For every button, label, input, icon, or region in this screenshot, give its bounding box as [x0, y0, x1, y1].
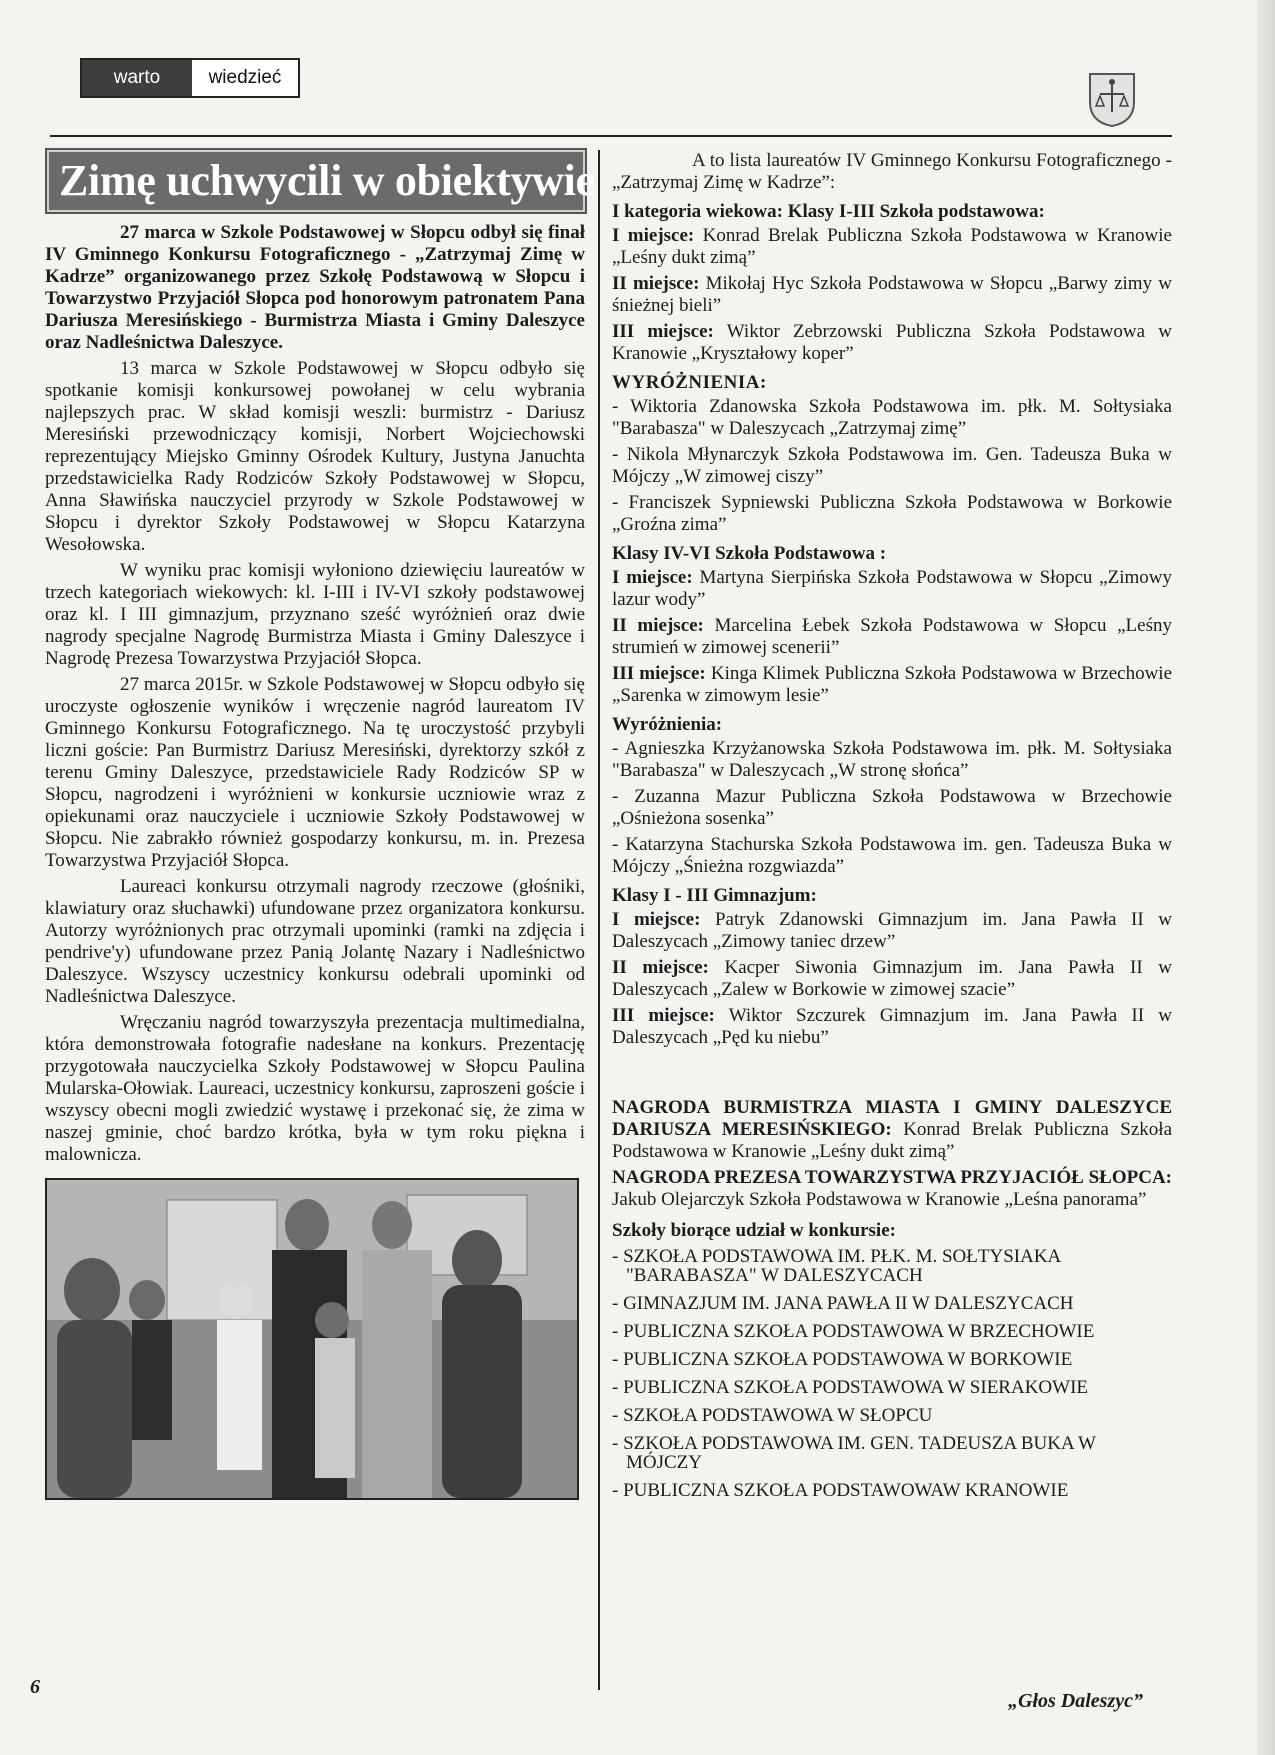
article-paragraph: 13 marca w Szkole Podstawowej w Słopcu odbyło się spotkanie komisji konkursowej powołanej w celu wybrania najlepszych prac. W skład komisji weszli: burmistrz - Dariusz Meresiński przewodniczący komisji, Norbert Wojciechowski reprezentujący Miejsko Gminny Ośrodek Kultury, Justyna Januchta przedstawicielka Rady Rodziców Szkoły Podstawowej w Słopcu, Anna Sławińska nauczyciel przyrody w Szkole Podstawowej w Słopcu i dyrektor Szkoły Podstawowej w Słopcu Katarzyna Wesołowska.: [45, 358, 585, 555]
place-label: I miejsce:: [612, 225, 695, 246]
award-ceremony-photo: [45, 1178, 579, 1500]
school-item: - GIMNAZJUM IM. JANA PAWŁA II W DALESZYCACH: [612, 1293, 1074, 1314]
schools-heading: Szkoły biorące udział w konkursie:: [612, 1220, 896, 1241]
school-item: - PUBLICZNA SZKOŁA PODSTAWOWAW KRANOWIE: [612, 1480, 1069, 1501]
coat-of-arms-icon: [1088, 72, 1136, 128]
article-paragraph: Wręczaniu nagród towarzyszyła prezentacja multimedialna, która demonstrowała fotografie nadesłane na konkurs. Prezentację przygotowała nauczycielka Szkoły Podstawowej w Słopcu Paulina Mularska-Ołowiak. Laureaci, uczestnicy konkursu, zaproszeni goście i wszyscy obecni mogli zwiedzić wystawę i przekonać się, że zima w naszej gminie, choć bardzo krótka, była w tym roku piękna i malownicza.: [45, 1012, 585, 1165]
winner-entry: [612, 567, 1172, 611]
school-item: - SZKOŁA PODSTAWOWA W SŁOPCU: [612, 1405, 933, 1426]
winner-text: Wiktor Szczurek Gimnazjum im. Jana Pawła II w Daleszycach „Pęd ku niebu”: [612, 1005, 1173, 1048]
award-text: Konrad Brelak Publiczna Szkoła Podstawowa w Kranowie „Leśny dukt zimą”: [612, 1119, 1172, 1162]
section-tag: [80, 58, 300, 98]
article-paragraph: 27 marca 2015r. w Szkole Podstawowej w Słopcu odbyło się uroczyste ogłoszenie wyników i wręczenie nagród laureatom IV Gminnego Konkursu Fotograficznego. Na tę uroczystość przybyli liczni goście: Pan Burmistrz Dariusz Meresiński, dyrektorzy szkół z terenu Gminy Daleszyce, przedstawiciele Rady Rodziców SP w Słopcu, nagrodzeni i wyróżnieni w konkursie uczniowie wraz z opiekunami oraz nauczyciele i uczniowie Szkoły Podstawowej w Słopcu. Nie zabrakło również gospodarzy konkursu, m. in. Prezesa Towarzystwa Przyjaciół Słopca.: [45, 674, 585, 871]
results-intro: A to lista laureatów IV Gminnego Konkursu Fotograficznego - „Zatrzymaj Zimę w Kadrze”:: [612, 150, 1172, 193]
header-rule: [50, 135, 1172, 137]
school-item: - SZKOŁA PODSTAWOWA IM. GEN. TADEUSZA BUKA W MÓJCZY: [612, 1433, 1096, 1473]
distinction-entry: - Wiktoria Zdanowska Szkoła Podstawowa im. płk. M. Sołtysiaka "Barabasza" w Daleszycach „Zatrzymaj zimę”: [612, 396, 1172, 439]
place-label: I miejsce:: [612, 909, 701, 930]
place-label: III miejsce:: [612, 321, 714, 342]
winner-text: Kinga Klimek Publiczna Szkoła Podstawowa w Brzechowie „Sarenka w zimowym lesie”: [612, 663, 1173, 706]
category-3-heading: Klasy I - III Gimnazjum:: [612, 885, 817, 906]
photo-illustration: [47, 1180, 577, 1498]
award-label: NAGRODA BURMISTRZA MIASTA I GMINY DALESZYCE DARIUSZA MERESIŃSKIEGO:: [612, 1097, 1172, 1140]
category-2-distinctions-heading: Wyróżnienia:: [612, 714, 723, 735]
winner-text: Martyna Sierpińska Szkoła Podstawowa w Słopcu „Zimowy lazur wody”: [612, 567, 1173, 610]
place-label: II miejsce:: [612, 957, 709, 978]
page-number: 6: [30, 1676, 40, 1698]
winner-text: Konrad Brelak Publiczna Szkoła Podstawowa w Kranowie „Leśny dukt zimą”: [612, 225, 1172, 268]
winner-entry: [612, 957, 1172, 1001]
article-paragraph: W wyniku prac komisji wyłoniono dziewięciu laureatów w trzech kategoriach wiekowych: kl. I-III i IV-VI szkoły podstawowej oraz kl. I III gimnazjum, przyznano sześć wyróżnień oraz dwie nagrody specjalne Nagrodę Burmistrza Miasta i Gminy Daleszyce i Nagrodę Prezesa Towarzystwa Przyjaciół Słopca.: [45, 560, 585, 669]
winner-text: Wiktor Zebrzowski Publiczna Szkoła Podstawowa w Kranowie „Kryształowy koper”: [612, 321, 1172, 364]
results-column: [612, 150, 1172, 1509]
distinction-entry: - Katarzyna Stachurska Szkoła Podstawowa im. gen. Tadeusza Buka w Mójczy „Śnieżna rozgwiazda”: [612, 834, 1172, 877]
category-1-distinctions-heading: WYRÓŻNIENIA:: [612, 372, 767, 393]
winner-entry: [612, 321, 1172, 365]
winner-entry: [612, 1005, 1172, 1049]
place-label: III miejsce:: [612, 663, 706, 684]
place-label: III miejsce:: [612, 1005, 715, 1026]
school-item: - SZKOŁA PODSTAWOWA IM. PŁK. M. SOŁTYSIAKA "BARABASZA" W DALESZYCACH: [612, 1246, 1061, 1286]
school-item: - PUBLICZNA SZKOŁA PODSTAWOWA W BRZECHOWIE: [612, 1321, 1095, 1342]
section-tag-light: wiedzieć: [192, 60, 298, 96]
place-label: II miejsce:: [612, 273, 700, 294]
school-item: - PUBLICZNA SZKOŁA PODSTAWOWA W BORKOWIE: [612, 1349, 1073, 1370]
winner-text: Patryk Zdanowski Gimnazjum im. Jana Pawła II w Daleszycach „Zimowy taniec drzew”: [612, 909, 1172, 952]
winner-text: Marcelina Łebek Szkoła Podstawowa w Słopcu „Leśny strumień w zimowej scenerii”: [612, 615, 1172, 658]
award-text: Jakub Olejarczyk Szkoła Podstawowa w Kranowie „Leśna panorama”: [612, 1189, 1147, 1210]
category-1-heading: I kategoria wiekowa: Klasy I-III Szkoła podstawowa:: [612, 201, 1045, 222]
winner-entry: [612, 663, 1172, 707]
distinction-entry: - Agnieszka Krzyżanowska Szkoła Podstawowa im. płk. M. Sołtysiaka "Barabasza" w Daleszycach „W stronę słońca”: [612, 738, 1172, 781]
society-award: [612, 1167, 1172, 1211]
spacer: [612, 1053, 1172, 1097]
distinction-entry: - Zuzanna Mazur Publiczna Szkoła Podstawowa w Brzechowie „Ośnieżona sosenka”: [612, 786, 1172, 829]
place-label: II miejsce:: [612, 615, 704, 636]
magazine-name: „Głos Daleszyc”: [1008, 1690, 1143, 1712]
article-lead: 27 marca w Szkole Podstawowej w Słopcu odbył się finał IV Gminnego Konkursu Fotograficznego - „Zatrzymaj Zimę w Kadrze” organizowanego przez Szkołę Podstawową w Słopcu i Towarzystwo Przyjaciół Słopca pod honorowym patronatem Pana Dariusza Meresińskiego - Burmistrza Miasta i Gminy Daleszyce oraz Nadleśnictwa Daleszyce.: [45, 222, 585, 353]
winner-entry: [612, 273, 1172, 317]
school-item: - PUBLICZNA SZKOŁA PODSTAWOWA W SIERAKOWIE: [612, 1377, 1089, 1398]
distinction-entry: - Nikola Młynarczyk Szkoła Podstawowa im. Gen. Tadeusza Buka w Mójczy „W zimowej ciszy”: [612, 444, 1172, 487]
article-paragraph: Laureaci konkursu otrzymali nagrody rzeczowe (głośniki, klawiatury oraz słuchawki) ufundowane przez organizatora konkursu. Autorzy wyróżnionych prac otrzymali upominki (ramki na zdjęcia i pendrive'y) ufundowane przez Panią Jolantę Nazary i Nadleśnictwo Daleszyce. Wszyscy uczestnicy konkursu odebrali upominki od Nadleśnictwa Daleszyce.: [45, 876, 585, 1007]
article-title: Zimę uchwycili w obiektywie: [47, 150, 585, 212]
article-column: [45, 150, 595, 1500]
column-divider: [598, 150, 600, 1690]
winner-entry: [612, 225, 1172, 269]
mayor-award: [612, 1097, 1172, 1163]
winner-entry: [612, 909, 1172, 953]
winner-entry: [612, 615, 1172, 659]
section-tag-dark: warto: [82, 60, 192, 96]
winner-text: Mikołaj Hyc Szkoła Podstawowa w Słopcu „Barwy zimy w śnieżnej bieli”: [612, 273, 1172, 316]
category-2-heading: Klasy IV-VI Szkoła Podstawowa :: [612, 543, 887, 564]
place-label: I miejsce:: [612, 567, 693, 588]
award-label: NAGRODA PREZESA TOWARZYSTWA PRZYJACIÓŁ SŁOPCA:: [612, 1167, 1172, 1188]
distinction-entry: - Franciszek Sypniewski Publiczna Szkoła Podstawowa w Borkowie „Groźna zima”: [612, 492, 1172, 535]
page-edge: [1257, 0, 1275, 1755]
winner-text: Kacper Siwonia Gimnazjum im. Jana Pawła II w Daleszycach „Zalew w Borkowie w zimowej szacie”: [612, 957, 1172, 1000]
